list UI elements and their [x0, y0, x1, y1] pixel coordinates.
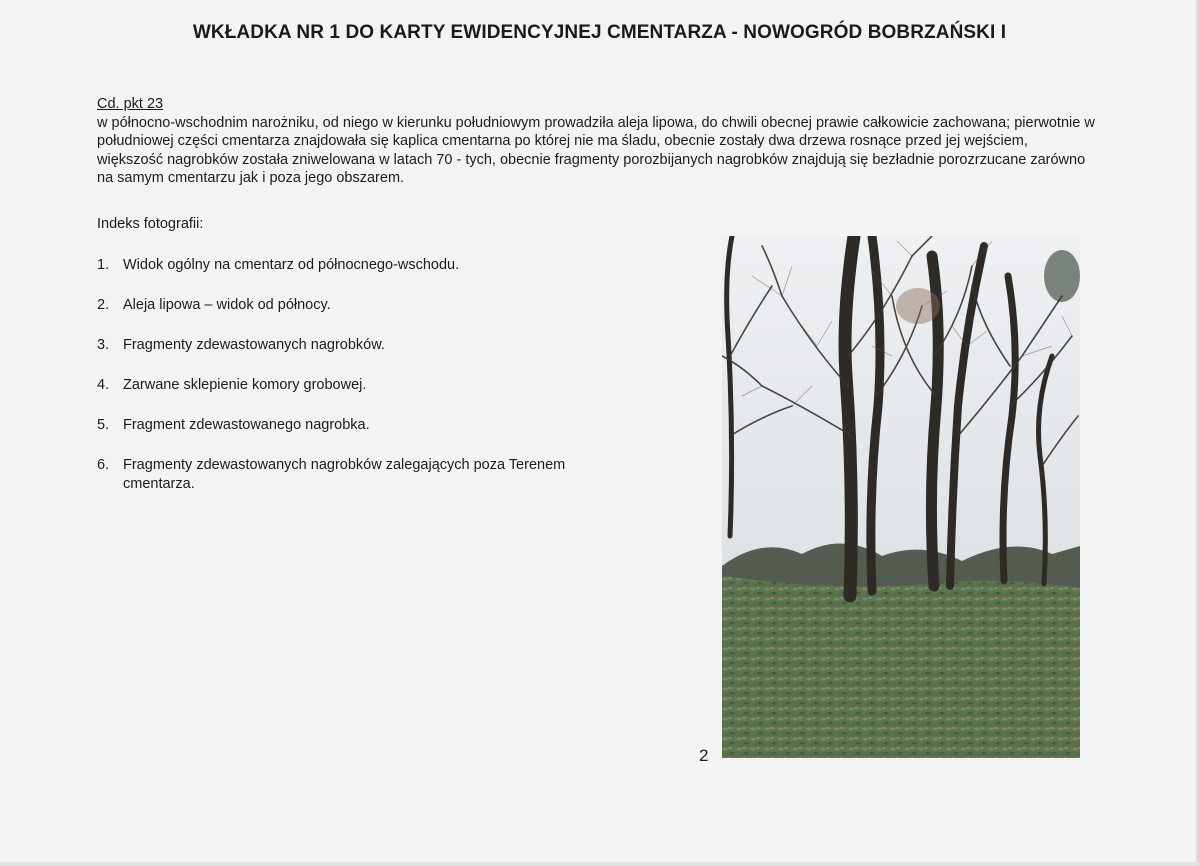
list-item	[97, 336, 617, 355]
section-body-text: w północno-wschodnim narożniku, od niego w kierunku południowym prowadziła aleja lipowa, do chwili obecnej prawie całkowicie zachowana; pierwotnie w południowej części cmentarza znajdowała się kaplica cmentarna po której nie ma śladu, obecnie zostały dwa drzewa rosnące przed jej wejściem, większość nagrobków została zniwelowana w latach 70 - tych, obecnie fragmenty porozbijanych nagrobków znajdują się bezładnie porozrzucane zarówno na samym cmentarzu jak i poza jego obszarem.	[97, 114, 1095, 186]
list-item-number: 2.	[97, 297, 110, 313]
list-item-text: Fragment zdewastowanego nagrobka.	[123, 417, 370, 433]
list-item	[97, 256, 617, 275]
list-item-number: 1.	[97, 257, 110, 273]
continuation-section	[97, 95, 1097, 188]
list-item-text: Fragmenty zdewastowanych nagrobków.	[123, 337, 385, 353]
list-item	[97, 416, 617, 435]
photo-index-label: Indeks fotografii:	[97, 216, 204, 232]
cemetery-photo	[722, 236, 1080, 758]
section-subheading: Cd. pkt 23	[97, 96, 164, 112]
tree-avenue-photo-image	[722, 236, 1080, 758]
list-item-text: Widok ogólny na cmentarz od północnego-wschodu.	[123, 257, 460, 273]
list-item-number: 6.	[97, 457, 110, 473]
list-item	[97, 456, 617, 494]
list-item-text: Zarwane sklepienie komory grobowej.	[123, 377, 367, 393]
list-item	[97, 296, 617, 315]
list-item-text: Aleja lipowa – widok od północy.	[123, 297, 331, 313]
page-edge-bottom	[0, 862, 1199, 866]
photo-index-list	[97, 256, 617, 515]
list-item	[97, 376, 617, 395]
list-item-number: 3.	[97, 337, 110, 353]
list-item-number: 5.	[97, 417, 110, 433]
page-number: 2	[699, 746, 709, 765]
list-item-number: 4.	[97, 377, 110, 393]
document-title: WKŁADKA NR 1 DO KARTY EWIDENCYJNEJ CMENTARZA - NOWOGRÓD BOBRZAŃSKI I	[192, 22, 1007, 43]
list-item-text: Fragmenty zdewastowanych nagrobków zalegających poza Terenem cmentarza.	[123, 457, 566, 492]
